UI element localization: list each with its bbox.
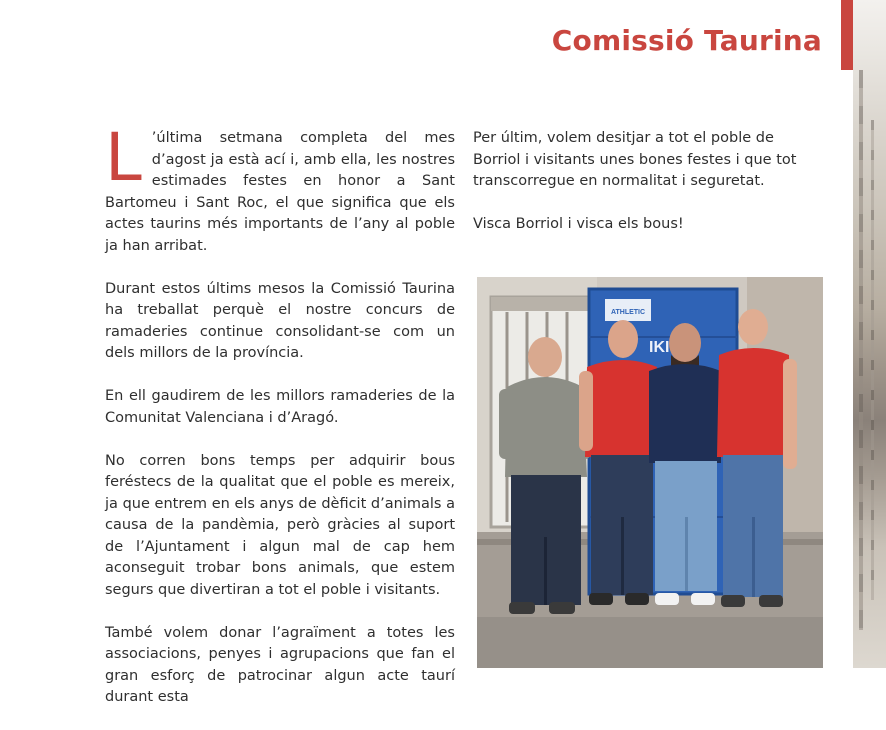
- container-sticker: ATHLETIC: [610, 309, 646, 316]
- intro-paragraph: L ’última setmana completa del mes d’agost ja està ací i, amb ella, les nostres estimades festes en honor a Sant Bartomeu i Sant Roc, el que significa que els actes taurins més importants de l’any al poble ja han arribat.: [105, 119, 455, 254]
- paragraph-wishes: Per últim, volem desitjar a tot el poble de Borriol i visitants unes bones festes i que tot transcorregue en normalitat i seguretat.: [473, 130, 797, 189]
- paragraph-ranches: En ell gaudirem de les millors ramaderies de la Comunitat Valenciana i d’Aragó.: [105, 388, 455, 426]
- container-label: IKI: [649, 339, 670, 356]
- paragraph-committee-work: Durant estos últims mesos la Comissió Taurina ha treballat perquè el nostre concurs de ramaderies continue consolidant-se com un dels millors de la província.: [105, 280, 455, 361]
- edge-background-photo: [853, 0, 886, 668]
- group-photo: [477, 277, 823, 668]
- article-right-column: [473, 128, 823, 257]
- paragraph-difficult-times: No corren bons temps per adquirir bous feréstecs de la qualitat que el poble es mereix, ja que entrem en els anys de dèficit d’animals a causa de la pandèmia, però gràcies al suport de l’Ajuntament i algun mal de cap hem aconseguit trobar bons animals, que estem segurs que divertiran a tot el poble i visitants.: [105, 452, 455, 598]
- article-left-column: [105, 119, 455, 730]
- paragraph-thanks: També volem donar l’agraïment a totes les associacions, penyes i agrupacions que fan el gran esforç de patrocinar algun acte taurí durant esta: [105, 624, 455, 705]
- page-title: Comissió Taurina: [551, 24, 822, 57]
- paragraph-closing: Visca Borriol i visca els bous!: [473, 216, 684, 232]
- dropcap-letter: L: [105, 119, 142, 196]
- header-accent-bar: [841, 0, 853, 70]
